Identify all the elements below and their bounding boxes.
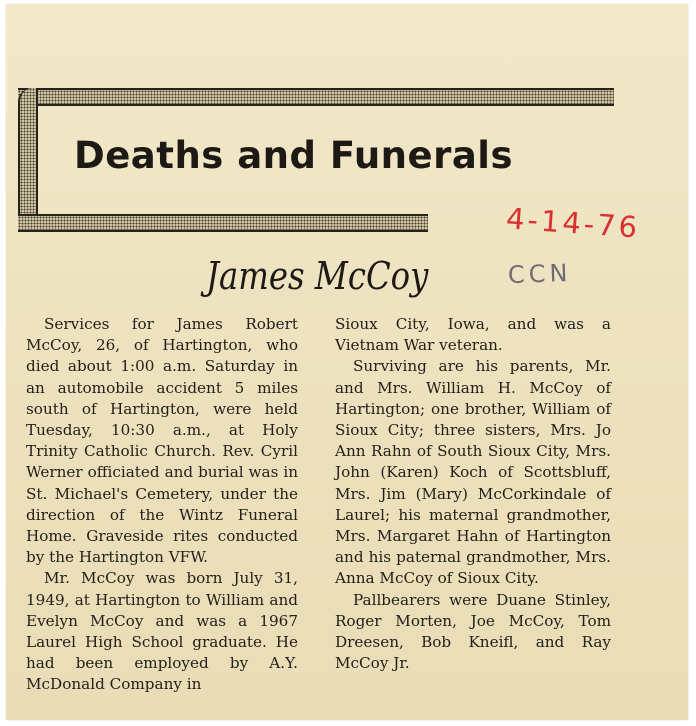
obituary-name: James McCoy: [206, 254, 429, 298]
obituary-paragraph: Mr. McCoy was born July 31, 1949, at Hartington to William and Evelyn McCoy and was a 1967 Laurel High School graduate. He had been employed by A.Y. McDonald Company in: [26, 569, 298, 694]
newspaper-clipping: [6, 4, 688, 720]
obituary-paragraph: Pallbearers were Duane Stinley, Roger Morten, Joe McCoy, Tom Dreesen, Bob Kneifl, and Ray McCoy Jr.: [335, 590, 611, 673]
obituary-paragraph: Services for James Robert McCoy, 26, of Hartington, who died about 1:00 a.m. Saturday in an automobile accident 5 miles south of Hartington, were held Tuesday, 10:30 a.m., at Holy Trinity Catholic Church. Rev. Cyril Werner officiated and burial was in St. Michael's Cemetery, under the direction of the Wintz Funeral Home. Graveside rites conducted by the Hartington VFW.: [26, 315, 298, 567]
handwritten-publication: CCN: [507, 258, 572, 290]
obituary-paragraph: Sioux City, Iowa, and was a Vietnam War veteran.: [335, 315, 611, 355]
obituary-paragraph: Surviving are his parents, Mr. and Mrs. William H. McCoy of Hartington; one brother, William of Sioux City; three sisters, Mrs. Jo Ann Rahn of South Sioux City, Mrs. John (Karen) Koch of Scottsbluff, Mrs. Jim (Mary) McCorkindale of Laurel; his maternal grandmother, Mrs. Margaret Hahn of Hartington and his paternal grandmother, Mrs. Anna McCoy of Sioux City.: [335, 357, 611, 588]
header-border-bottom: [18, 214, 428, 232]
header-border-top: [18, 88, 614, 106]
text-column-left: [26, 314, 298, 696]
text-column-right: [335, 314, 611, 674]
handwritten-date: 4-14-76: [504, 201, 642, 245]
header-border-left: [18, 88, 38, 230]
section-title: Deaths and Funerals: [74, 134, 514, 177]
